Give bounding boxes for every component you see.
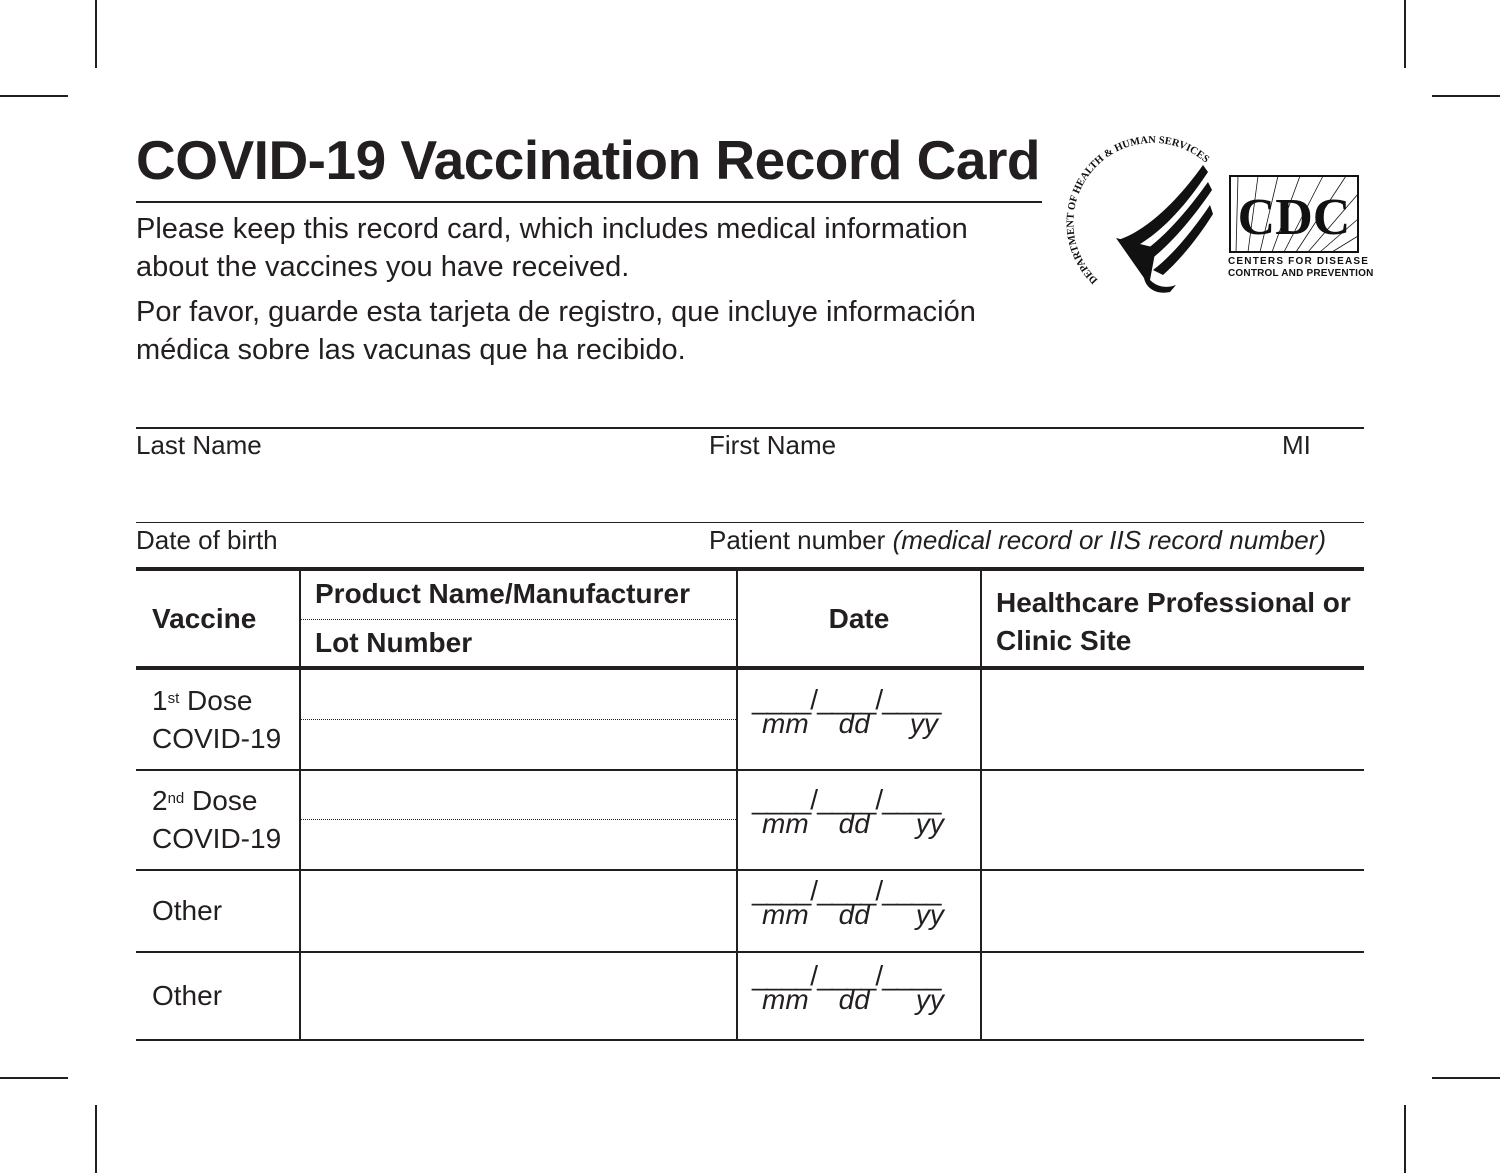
date-field-row-2[interactable] xyxy=(752,784,967,840)
dotted-divider xyxy=(301,819,736,820)
column-divider xyxy=(980,569,982,1041)
dose-label: Dose xyxy=(179,685,253,716)
crop-mark xyxy=(0,1077,68,1079)
mm-label: mm xyxy=(762,808,809,839)
crop-mark xyxy=(1432,1077,1500,1079)
dotted-divider xyxy=(301,619,736,620)
date-blank: ____/____/____ xyxy=(752,784,941,815)
cdc-tagline-2: CONTROL AND PREVENTION xyxy=(1228,268,1374,279)
date-blank: ____/____/____ xyxy=(752,684,941,715)
patient-number-note: (medical record or IIS record number) xyxy=(892,525,1327,555)
title-underline xyxy=(136,201,1042,203)
row-divider xyxy=(136,769,1364,771)
date-blank: ____/____/____ xyxy=(752,875,941,906)
column-divider xyxy=(299,569,301,1041)
dd-label: dd xyxy=(838,708,870,739)
page-title: COVID-19 Vaccination Record Card xyxy=(136,129,1040,191)
name-line xyxy=(136,427,1364,429)
crop-mark xyxy=(1404,0,1406,68)
dotted-divider xyxy=(301,719,736,720)
yy-label: yy xyxy=(915,984,944,1015)
cdc-tagline-1: CENTERS FOR DISEASE xyxy=(1228,256,1370,267)
table-top-border xyxy=(136,567,1364,571)
crop-mark xyxy=(95,1105,97,1173)
date-field-row-1[interactable] xyxy=(752,684,967,740)
dob-label: Date of birth xyxy=(136,525,278,555)
header-lot: Lot Number xyxy=(315,627,473,658)
mm-label: mm xyxy=(762,899,809,930)
dose-label: Dose xyxy=(184,785,258,816)
hhs-seal-logo xyxy=(1058,130,1223,295)
dd-label: dd xyxy=(838,808,870,839)
note-spanish: Por favor, guarde esta tarjeta de registro, que incluye información médica sobre las vacunas que ha recibido. xyxy=(136,296,976,366)
mm-label: mm xyxy=(762,708,809,739)
dob-line xyxy=(136,522,1364,523)
vaccine-name: COVID-19 xyxy=(152,723,282,754)
yy-label: yy xyxy=(915,808,944,839)
yy-label: yy xyxy=(909,708,938,739)
date-field-row-4[interactable] xyxy=(752,960,967,1016)
table-bottom-border xyxy=(136,1039,1364,1041)
header-vaccine: Vaccine xyxy=(152,603,257,634)
svg-text:DEPARTMENT OF HEALTH & HUMAN S: DEPARTMENT OF HEALTH & HUMAN SERVICES xyxy=(1065,134,1212,286)
dose-suffix: st xyxy=(167,690,180,707)
first-name-label: First Name xyxy=(709,430,837,460)
row-1-vaccine xyxy=(152,682,281,758)
date-blank: ____/____/____ xyxy=(752,960,941,991)
row-2-vaccine xyxy=(152,782,281,858)
crop-mark xyxy=(0,95,68,97)
patient-number-label xyxy=(709,525,1326,556)
crop-mark xyxy=(95,0,97,68)
yy-label: yy xyxy=(915,899,944,930)
row-divider xyxy=(136,869,1364,871)
mm-label: mm xyxy=(762,984,809,1015)
header-product: Product Name/Manufacturer xyxy=(315,578,690,609)
crop-mark xyxy=(1432,95,1500,97)
dose-number: 1 xyxy=(152,685,168,716)
vaccine-name: COVID-19 xyxy=(152,823,282,854)
dose-suffix: nd xyxy=(167,790,185,807)
row-4-vaccine: Other xyxy=(152,980,223,1011)
patient-number-text: Patient number xyxy=(709,525,886,555)
note-english: Please keep this record card, which includes medical information about the vaccines you have received. xyxy=(136,213,968,283)
mi-label: MI xyxy=(1282,430,1311,460)
crop-mark xyxy=(1404,1105,1406,1173)
row-divider xyxy=(136,951,1364,953)
dd-label: dd xyxy=(838,984,870,1015)
date-field-row-3[interactable] xyxy=(752,875,967,931)
column-divider xyxy=(736,569,738,1041)
cdc-letters: CDC xyxy=(1237,189,1351,246)
cdc-logo xyxy=(1228,174,1378,280)
dose-number: 2 xyxy=(152,785,168,816)
table-header-border xyxy=(136,666,1364,670)
header-site: Healthcare Professional or Clinic Site xyxy=(996,587,1351,656)
dd-label: dd xyxy=(838,899,870,930)
row-3-vaccine: Other xyxy=(152,895,223,926)
header-date: Date xyxy=(828,603,890,634)
last-name-label: Last Name xyxy=(136,430,262,460)
